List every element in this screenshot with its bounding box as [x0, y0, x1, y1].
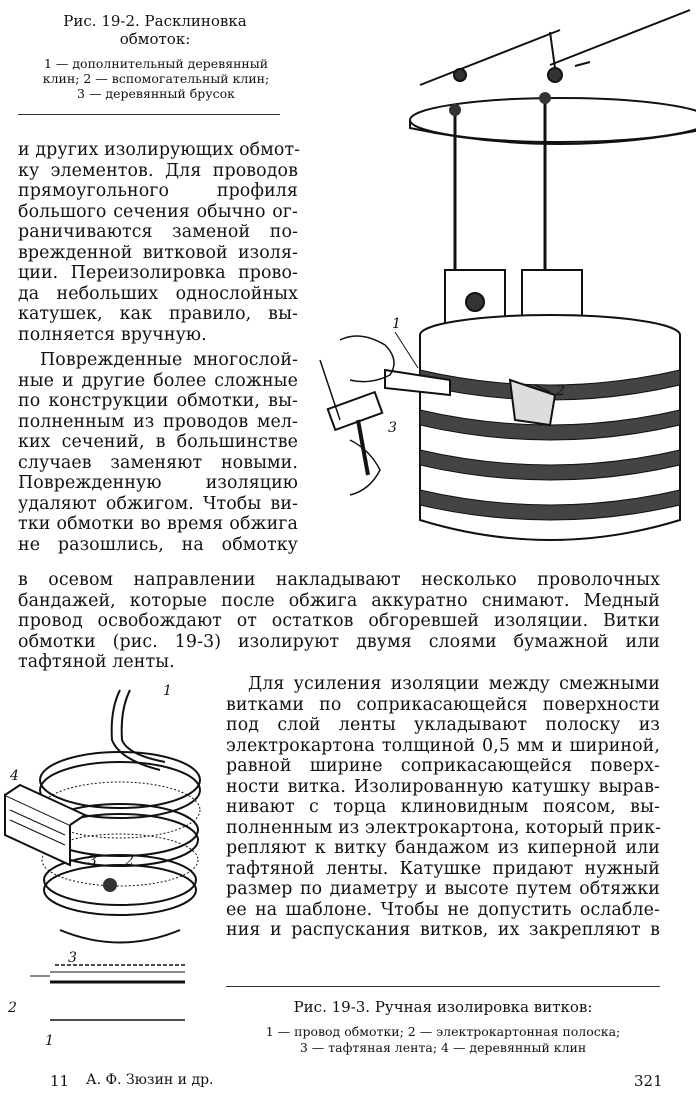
text-line: случаев заменяют новыми. [18, 452, 298, 473]
text-line: ее на шаблоне. Чтобы не допустить ослабле- [226, 899, 660, 920]
text-line: обмотки (рис. 19-3) изолируют двумя слоями бумажной или [18, 631, 660, 652]
text-line: врежденной витковой изоля- [18, 242, 298, 263]
text-line: ции. Переизолировка прово- [18, 263, 298, 283]
text-line: полняется вручную. [18, 324, 207, 345]
text-line: тки обмотки во время обжига [18, 514, 298, 534]
fig3-section-label-3: 3 [68, 950, 77, 966]
text-line: под слой ленты укладывают полоску из [226, 715, 660, 735]
text-line: полненным из электрокартона, который прик- [226, 817, 662, 838]
text-line: репляют к витку бандажом из киперной или [226, 838, 660, 858]
text-line: и других изолирующих обмот- [18, 140, 301, 160]
caption-rule-top [18, 114, 280, 115]
author-credit: А. Ф. Зюзин и др. [86, 1072, 214, 1088]
figure-19-2-illustration [300, 0, 696, 560]
text-line: тафтяной ленты. [18, 652, 175, 672]
fig3-label-1: 1 [163, 683, 172, 699]
text-line: Поврежденные многослой- [40, 350, 298, 370]
text-line: Поврежденную изоляцию [18, 473, 298, 493]
fig2-label-3: 3 [388, 420, 397, 436]
text-line: полненным из проводов мел- [18, 411, 298, 432]
figure-19-3-caption-title: Рис. 19-3. Ручная изолировка витков: [293, 998, 593, 1016]
text-line: провод освобождают от остатков обгоревшей изоляции. Витки [18, 611, 660, 631]
figure-19-3-legend-line-1: 1 — провод обмотки; 2 — электрокартонная полоска; [265, 1024, 621, 1039]
body-paragraph-3 [18, 570, 660, 673]
text-line: ких сечений, в большинстве [18, 432, 298, 452]
text-line: ку элементов. Для проводов [18, 160, 298, 181]
text-line: ные и другие более сложные [18, 370, 298, 391]
text-line: да небольших однослойных [18, 283, 298, 304]
text-line: большого сечения обычно ог- [18, 201, 298, 222]
body-paragraph-1 [18, 140, 301, 345]
text-line: Для усиления изоляции между смежными [248, 674, 660, 694]
text-line: катушек, как правило, вы- [18, 304, 298, 324]
figure-19-3-legend-line-2: 3 — тафтяная лента; 4 — деревянный клин [299, 1040, 587, 1055]
text-line: тафтяной ленты. Катушке придают нужный [226, 858, 660, 879]
fig3-section-label-1: 1 [45, 1033, 54, 1049]
caption-rule-bottom [226, 986, 660, 987]
text-line: электрокартона толщиной 0,5 мм и шириной, [226, 735, 660, 756]
body-paragraph-4 [226, 674, 660, 941]
fig3-label-3: 3 [88, 853, 97, 869]
text-line: раничиваются заменой по- [18, 222, 298, 242]
text-line: ния и распускания витков, их закрепляют в [226, 920, 660, 940]
fig2-label-2: 2 [556, 383, 565, 399]
text-line: прямоугольного профиля [18, 181, 298, 201]
figure-19-2-caption-title: Рис. 19-2. Расклиновка обмоток: [63, 12, 247, 48]
body-paragraph-2 [18, 350, 298, 555]
text-line: размер по диаметру и высоте путем обтяжки [226, 879, 660, 899]
figure-19-3-illustration [0, 680, 215, 1050]
text-line: ности витка. Изолированную катушку вырав- [226, 776, 660, 797]
fig3-label-4: 4 [10, 768, 19, 784]
page-number: 321 [634, 1072, 663, 1090]
fig3-label-2: 2 [125, 853, 134, 869]
text-line: витками по соприкасающейся поверхности [226, 694, 660, 715]
figure-19-2-legend: 1 — дополнительный деревянный клин; 2 — вспомогательный клин; 3 — деревянный брусок [42, 56, 270, 101]
text-line: по конструкции обмотки, вы- [18, 391, 298, 411]
text-line: удаляют обжигом. Чтобы ви- [18, 493, 298, 514]
text-line: нивают с торца клиновидным поясом, вы- [226, 797, 660, 817]
text-line: равной ширине соприкасающейся поверх- [226, 756, 660, 776]
text-line: бандажей, которые после обжига аккуратно снимают. Медный [18, 590, 660, 611]
fig2-label-1: 1 [392, 316, 401, 332]
text-line: в осевом направлении накладывают несколько проволочных [18, 570, 660, 590]
fig3-section-label-2: 2 [8, 1000, 17, 1016]
text-line: не разошлись, на обмотку [18, 534, 298, 555]
signature-mark: 11 [50, 1072, 70, 1090]
